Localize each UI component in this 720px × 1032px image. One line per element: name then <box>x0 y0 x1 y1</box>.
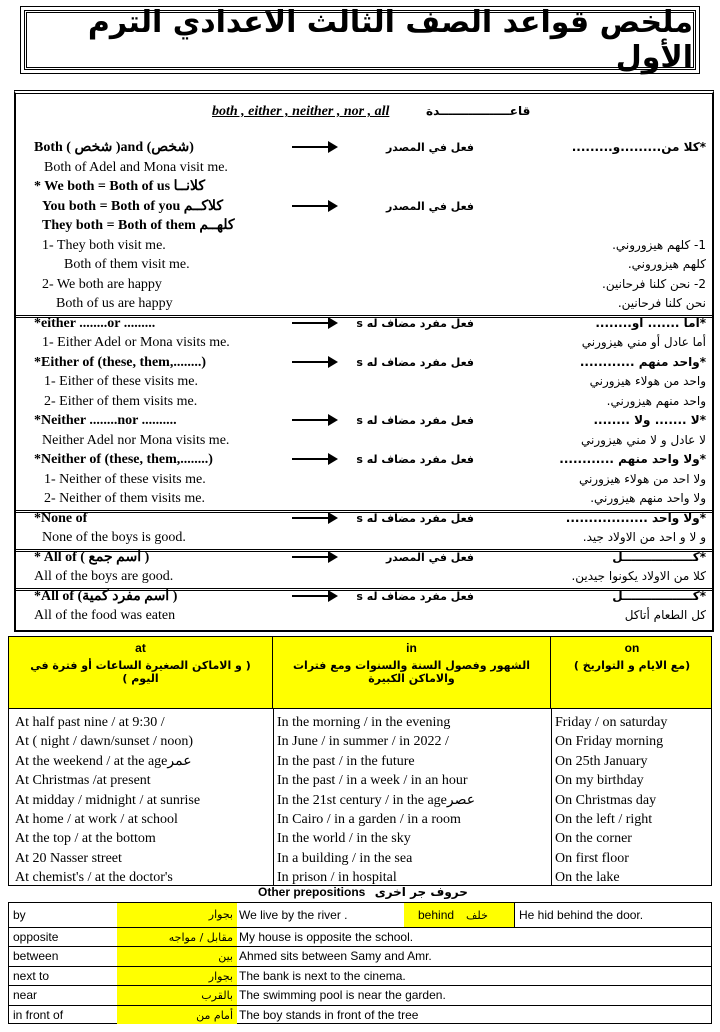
rule-en: *either ........or ......... <box>34 315 156 331</box>
rule-row <box>16 236 712 256</box>
other-prepositions-table <box>8 902 712 1024</box>
rule-ar: 2- نحن كلنا فرحانين. <box>602 276 706 291</box>
rule-verb-form: فعل في المصدر <box>385 141 474 154</box>
prep-item: In prison / in hospital <box>277 870 397 886</box>
prep-word: opposite <box>13 930 59 944</box>
rule-en: 1- Neither of these visits me. <box>44 471 206 487</box>
col-on-header <box>551 637 713 709</box>
rule-row <box>16 197 712 217</box>
rule-en: 2- We both are happy <box>42 276 162 292</box>
prep-item: On 25th January <box>555 753 648 769</box>
prep-word: next to <box>13 968 50 983</box>
rule-row <box>16 138 712 158</box>
rule-en: 1- They both visit me. <box>42 237 166 253</box>
page-title: ملخص قواعد الصف الثالث الاعدادي الترم الأول <box>87 5 693 75</box>
prep-item: Friday / on saturday <box>555 715 668 730</box>
other-title-ar: حروف جر اخرى <box>374 885 468 899</box>
rule-en: You both = Both of you كلاكــم <box>42 198 224 214</box>
rule-en: * We both = Both of us كلانــا <box>34 179 205 194</box>
rule-row <box>16 353 712 373</box>
rule-ar: أما عادل أو مني هيزورني <box>581 335 706 349</box>
rule-en: 2- Neither of them visits me. <box>44 491 205 506</box>
prep-item: On first floor <box>555 850 629 866</box>
rule-en: All of the food was eaten <box>34 608 176 623</box>
rule-ar: واحد منهم هيزورني. <box>606 393 706 408</box>
rule-row <box>16 372 712 392</box>
prep-item: On the left / right <box>555 811 653 827</box>
prep-item: In June / in summer / in 2022 / <box>277 734 449 750</box>
rule-ar: 1- كلهم هيزوروني. <box>612 237 706 252</box>
prep-example: He hid behind the door. <box>519 908 644 922</box>
rule-ar: *اما ....... او........ <box>595 315 706 330</box>
rule-ar: *لا ....... ولا ........ <box>593 413 706 427</box>
prep-item: At 20 Nasser street <box>15 850 122 866</box>
col-in-list <box>277 713 475 888</box>
prep-item: At chemist's / at the doctor's <box>15 870 173 886</box>
rule-ar: ولا واحد منهم هيزورني. <box>590 491 706 505</box>
rule-ar: *كلا من.........و......... <box>571 140 706 154</box>
rule-ar: نحن كلنا فرحانين. <box>617 296 706 310</box>
rule-row <box>16 509 712 529</box>
other-prepositions-title <box>252 885 468 899</box>
prep-example: The bank is next to the cinema. <box>239 968 406 983</box>
rule-row <box>16 450 712 470</box>
arrow-right-icon <box>292 146 336 148</box>
prep-item: On Friday morning <box>555 734 664 750</box>
rule-ar: *ولا واحد .................. <box>565 510 706 525</box>
rule-row <box>16 392 712 412</box>
rule-verb-form: فعل في المصدر <box>385 550 474 564</box>
prep-item: At home / at work / at school <box>15 811 178 827</box>
rule-en: *Neither of (these, them,........) <box>34 452 213 467</box>
rule-row <box>16 333 712 353</box>
rule-row <box>16 275 712 295</box>
rule-en: 1- Either Adel or Mona visits me. <box>42 335 230 350</box>
prep-meaning: أمام من <box>117 1006 237 1024</box>
prep-word: in front of <box>13 1007 64 1022</box>
prep-example: The boy stands in front of the tree <box>239 1007 419 1022</box>
prep-example: Ahmed sits between Samy and Amr. <box>239 949 432 964</box>
prep-word: near <box>13 988 38 1003</box>
divider <box>514 903 515 927</box>
rule-en: Neither Adel nor Mona visits me. <box>42 432 230 448</box>
rule-en: Both of Adel and Mona visit me. <box>44 159 228 175</box>
rule-verb-form: فعل مفرد مضاف له s <box>356 453 474 466</box>
divider <box>551 709 552 885</box>
rule-ar: و لا و احد من الاولاد جيد. <box>582 530 706 544</box>
prep-word: between <box>13 949 59 964</box>
col-in-desc: الشهور وفصول السنة والسنوات ومع فترات والاماكن الكبيرة <box>293 659 530 685</box>
arrow-right-icon <box>292 517 336 519</box>
title-box <box>24 5 696 75</box>
prep-item: At the top / at the bottom <box>15 831 156 847</box>
rules-box <box>14 90 714 632</box>
rule-en: All of the boys are good. <box>34 569 174 584</box>
rule-row <box>16 411 712 431</box>
rules-header <box>16 102 712 124</box>
col-on-desc: (مع الايام و التواريخ ) <box>573 659 691 672</box>
rules-header-en: both , either , neither , nor , all <box>212 104 390 119</box>
rule-ar: *ولا واحد منهم ............ <box>559 452 706 466</box>
rule-row <box>16 216 712 236</box>
prep-example: The swimming pool is near the garden. <box>239 988 446 1003</box>
rule-en: Both of them visit me. <box>64 257 190 272</box>
col-in-label: in <box>406 641 417 655</box>
rule-row <box>16 606 712 626</box>
other-prep-row <box>9 966 711 985</box>
prep-item: On Christmas day <box>555 792 657 808</box>
rules-header-ar: قاعـــــــــــــــــدة <box>426 104 531 118</box>
prep-example: My house is opposite the school. <box>239 930 414 944</box>
rule-row <box>16 470 712 490</box>
prep-meaning: بجوار <box>117 903 237 927</box>
other-prep-row <box>9 903 711 927</box>
prep-item: In a building / in the sea <box>277 850 413 866</box>
rule-verb-form: فعل مفرد مضاف له s <box>356 355 474 369</box>
rule-ar: *واحد منهم ............ <box>579 354 706 369</box>
rule-verb-form: فعل مفرد مضاف له s <box>356 511 474 525</box>
col-at-desc: ( و الاماكن الصغيرة الساعات أو فترة في اليوم ) <box>30 659 251 685</box>
prep-item: On the corner <box>555 831 632 847</box>
prep-item: In the past / in the future <box>277 753 415 769</box>
rule-en: *Neither ........nor .......... <box>34 413 177 428</box>
other-prep-row <box>9 1005 711 1024</box>
prep-item: In the past / in a week / in an hour <box>277 773 468 789</box>
prep-example: We live by the river . <box>239 908 348 922</box>
rule-en: *All of (اسم مفرد كمية ) <box>34 588 178 604</box>
other-prep-row <box>9 985 711 1004</box>
rule-en: None of the boys is good. <box>42 530 186 545</box>
other-prep-row <box>9 946 711 965</box>
rule-row <box>16 255 712 275</box>
prep-item: In the 21st century / in the ageعصر <box>277 792 476 808</box>
arrow-right-icon <box>292 458 336 460</box>
arrow-right-icon <box>292 419 336 421</box>
prep-meaning: بين <box>117 947 237 965</box>
prep-item: At ( night / dawn/sunset / noon) <box>15 734 194 750</box>
other-prep-row <box>9 927 711 946</box>
col-on-label: on <box>624 641 640 655</box>
col-on-list <box>555 713 667 888</box>
rule-row <box>16 587 712 607</box>
rule-row <box>16 294 712 314</box>
rule-en: *Either of (these, them,........) <box>34 354 206 370</box>
rule-row <box>16 528 712 548</box>
rule-row <box>16 158 712 178</box>
rule-row <box>16 177 712 197</box>
rule-en: Both ( شخص )and (شخص) <box>34 140 194 155</box>
other-title-en: Other prepositions <box>258 885 366 899</box>
rule-en: 2- Either of them visits me. <box>44 393 198 409</box>
prep-item: In Cairo / in a garden / in a room <box>277 811 461 827</box>
prep-item: In the world / in the sky <box>277 831 411 847</box>
arrow-right-icon <box>292 322 336 324</box>
rule-en: Both of us are happy <box>56 296 173 311</box>
prep-item: On the lake <box>555 870 620 886</box>
prep-item: At the weekend / at the ageعمر <box>15 753 192 769</box>
arrow-right-icon <box>292 556 336 558</box>
rule-row <box>16 548 712 568</box>
rule-row <box>16 314 712 334</box>
arrow-right-icon <box>292 361 336 363</box>
rule-ar: لا عادل و لا مني هيزورني <box>581 432 706 447</box>
rule-en: *None of <box>34 510 88 526</box>
rule-verb-form: فعل مفرد مضاف له s <box>356 316 474 330</box>
rule-ar: واحد من هولاء هيزورني <box>589 374 706 388</box>
rule-ar: *كـــــــــــــــــل <box>612 549 706 564</box>
col-at-header <box>9 637 273 709</box>
rule-ar: كلا من الاولاد يكونوا جيدين. <box>571 569 706 583</box>
prep-item: On my birthday <box>555 773 644 789</box>
rule-ar: كلهم هيزوروني. <box>627 257 706 271</box>
prep-item: At Christmas /at present <box>15 773 151 789</box>
prep-meaning: بجوار <box>117 967 237 985</box>
arrow-right-icon <box>292 205 336 207</box>
rule-row <box>16 567 712 587</box>
rule-verb-form: فعل مفرد مضاف له s <box>356 414 474 427</box>
prep-meaning: مقابل / مواجه <box>117 928 237 946</box>
divider <box>273 709 274 885</box>
prep-item: In the morning / in the evening <box>277 715 451 730</box>
prep-item: At half past nine / at 9:30 / <box>15 715 165 730</box>
rule-row <box>16 489 712 509</box>
prep-word: behind خلف <box>404 903 514 927</box>
prep-meaning: خلف <box>466 909 488 922</box>
prep-meaning: بالقرب <box>117 986 237 1004</box>
rule-ar: ولا احد من هولاء هيزورني <box>578 471 706 486</box>
rule-verb-form: فعل مفرد مضاف له s <box>356 589 474 603</box>
col-at-label: at <box>135 641 146 655</box>
rule-verb-form: فعل في المصدر <box>385 199 474 213</box>
col-at-list <box>15 713 200 888</box>
prep-word: by <box>13 908 26 922</box>
rule-ar: *كـــــــــــــــــل <box>612 588 706 603</box>
rule-row <box>16 431 712 451</box>
rule-en: * All of ( اسم جمع ) <box>34 549 150 565</box>
arrow-right-icon <box>292 595 336 597</box>
prepositions-header <box>9 637 711 709</box>
prep-item: At midday / midnight / at sunrise <box>15 792 201 808</box>
col-in-header <box>273 637 551 709</box>
rule-ar: كل الطعام أتاكل <box>624 608 706 622</box>
rule-en: 1- Either of these visits me. <box>44 374 198 389</box>
rule-en: They both = Both of them كلهــم <box>42 218 235 233</box>
prepositions-table <box>8 636 712 886</box>
